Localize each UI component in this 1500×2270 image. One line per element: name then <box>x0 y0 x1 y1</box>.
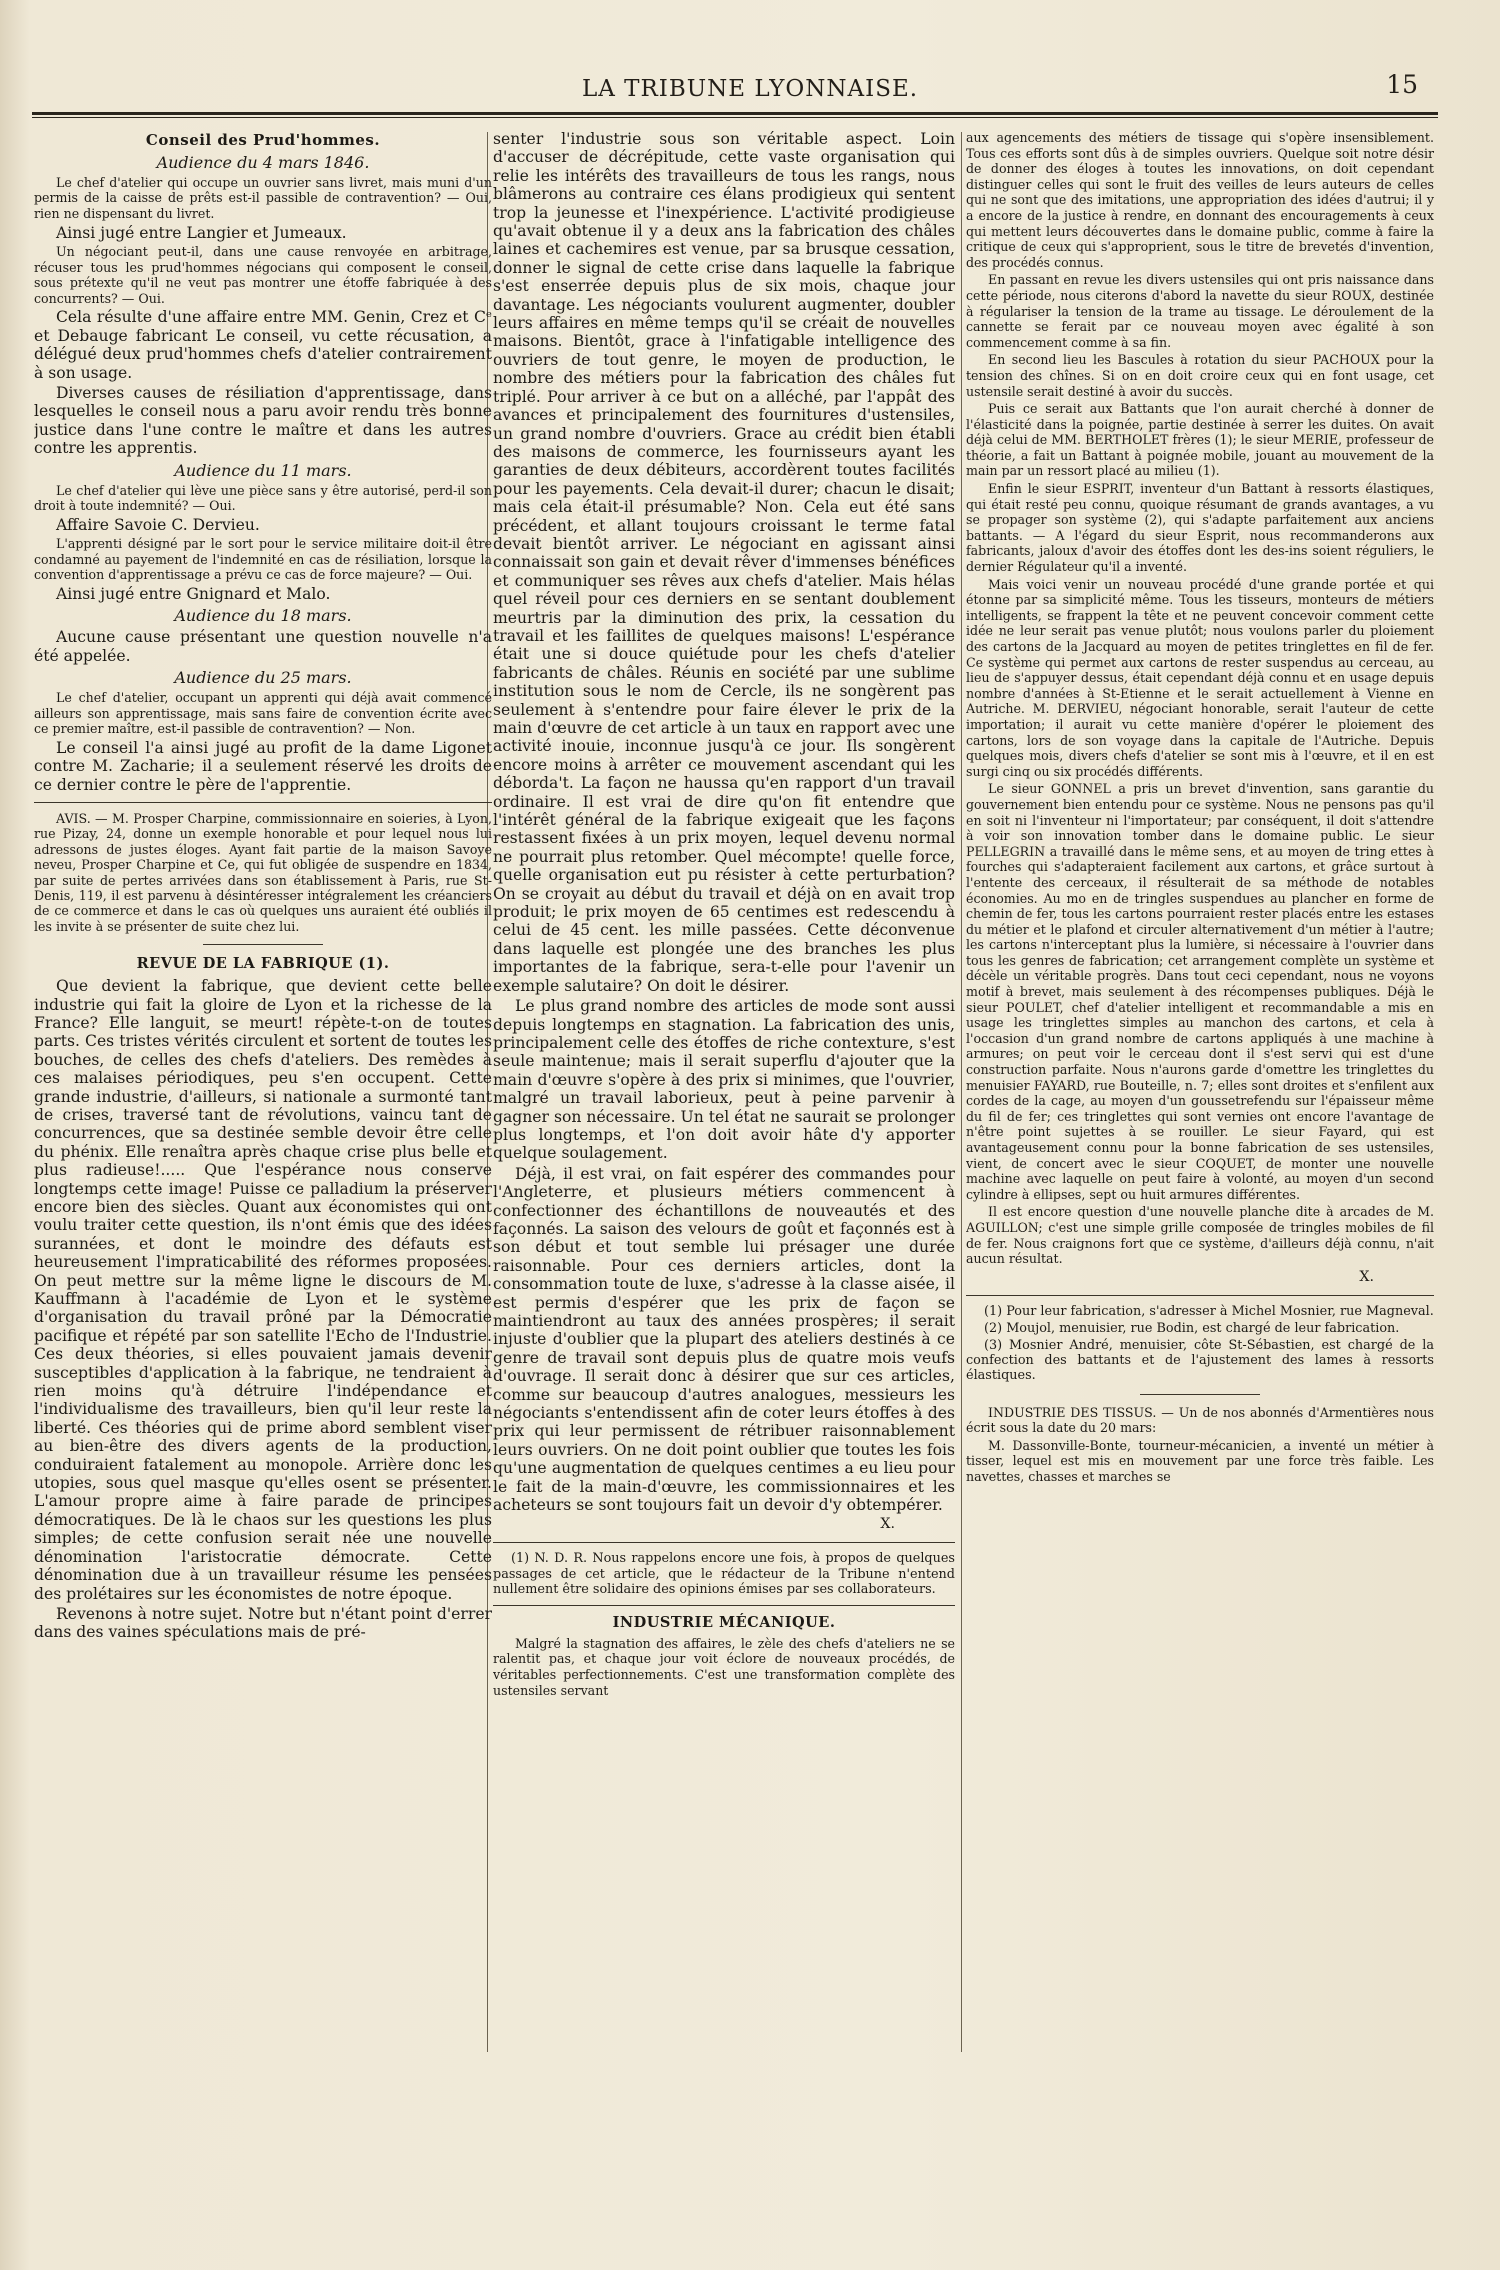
paragraph: En second lieu les Bascules à rotation du sieur PACHOUX pour la tension des chînes. Si on en doit croire ceux qui en font usage, cet ustensile serait destiné à avoir du succès. <box>966 352 1434 399</box>
audience-heading: Audience du 18 mars. <box>174 606 352 626</box>
paragraph: Le plus grand nombre des articles de mode sont aussi depuis longtemps en stagnation. La fabrication des unis, principalement celle des étoffes de riche contexture, s'est seule maintenue; mais il serait superflu d'ajouter que la main d'œuvre s'opère à des prix si minimes, que l'ouvrier, malgré un travail laborieux, peut à peine parvenir à gagner son nécessaire. Un tel état ne saurait se prolonger plus longtemps, et l'on doit avoir hâte d'y apporter quelque soulagement. <box>493 997 955 1163</box>
paragraph: Aucune cause présentant une question nouvelle n'a été appelée. <box>34 628 492 665</box>
paragraph: Il est encore question d'une nouvelle planche dite à arcades de M. AGUILLON; c'est une simple grille composée de tringles mobiles de fil de fer. Nous craignons fort que ce système, d'ailleurs déjà connu, n'ait aucun résultat. <box>966 1204 1434 1267</box>
section-title-revue: REVUE DE LA FABRIQUE (1). <box>136 955 390 973</box>
column-divider <box>961 132 962 2052</box>
paragraph: Revenons à notre sujet. Notre but n'étant point d'errer dans des vaines spéculations mais de pré- <box>34 1604 492 1642</box>
section-title-industrie: INDUSTRIE MÉCANIQUE. <box>612 1613 836 1631</box>
avis-notice: AVIS. — M. Prosper Charpine, commissionnaire en soieries, à Lyon, rue Pizay, 24, donne un exemple honorable et pour lequel nous lui adressons de justes éloges. Ayant fait partie de la maison Savoye neveu, Prosper Charpine et Ce, qui fut obligée de suspendre en 1834, par suite de pertes arrivées dans son établissement à Paris, rue St-Denis, 119, il est parvenu à désintéresser intégralement les créanciers de ce commerce et dans le cas où quelques uns auraient été oubliés il les invite à se présenter de suite chez lui. <box>34 810 492 934</box>
paragraph: Le chef d'atelier qui occupe un ouvrier sans livret, mais muni d'un permis de la caisse de prêts est-il passible de contravention? — Oui, rien ne dispensant du livret. <box>34 174 492 221</box>
paragraph: Mais voici venir un nouveau procédé d'une grande portée et qui étonne par sa simplicité même. Tous les tisseurs, monteurs de métiers intelligents, se frappent la tête et ne peuvent concevoir comment cette idée ne leur serait pas venue plutôt; nous voulons parler du ploiement des cartons de la Jacquard au moyen de petites tringlettes en fil de fer. Ce système qui permet aux cartons de rester suspendus au cerceau, au lieu de s'appuyer dessus, était cependant déjà connu et en usage depuis nombre d'années à St-Etienne et le serait actuellement à Vienne en Autriche. M. DERVIEU, négociant honorable, serait l'auteur de cette importation; il aurait vu cette manière d'opérer le ploiement des cartons, lors de son voyage dans la capitale de l'Autriche. Depuis quelques mois, divers chefs d'atelier se sont mis à l'œuvre, et il en est surgi cinq ou six procédés différents. <box>966 576 1434 779</box>
footnote: (3) Mosnier André, menuisier, côte St-Sébastien, est chargé de la confection des battants et de l'ajustement des lames à ressorts élastiques. <box>966 1338 1434 1384</box>
paragraph: M. Dassonville-Bonte, tourneur-mécanicien, a inventé un métier à tisser, lequel est mis en mouvement par une force très faible. Les navettes, chasses et marches se <box>966 1437 1434 1485</box>
section-title-conseil: Conseil des Prud'hommes. <box>145 131 381 149</box>
audience-heading: Audience du 4 mars 1846. <box>156 152 370 172</box>
page-number: 15 <box>1386 70 1418 99</box>
page-header <box>0 62 1500 122</box>
signature: X. <box>1359 1268 1374 1285</box>
separator <box>493 1605 955 1606</box>
paragraph: Diverses causes de résiliation d'apprentissage, dans lesquelles le conseil nous a paru avoir rendu très bonne justice dans l'une contre le maître et dans les autres contre les apprentis. <box>34 384 492 458</box>
separator <box>203 944 323 945</box>
paragraph: Le chef d'atelier, occupant un apprenti qui déjà avait commencé ailleurs son apprentissage, mais sans faire de convention écrite avec ce premier maître, est-il passible de contravention? — Non. <box>34 689 492 737</box>
paragraph: Malgré la stagnation des affaires, le zèle des chefs d'ateliers ne se ralentit pas, et chaque jour voit éclore de nouveaux procédés, de véritables perfectionnements. C'est une transformation complète des ustensiles servant <box>493 1635 955 1698</box>
paragraph: senter l'industrie sous son véritable aspect. Loin d'accuser de décrépitude, cette vaste organisation qui relie les intérêts des travailleurs de tous les rangs, nous blâmerons au contraire ces élans prodigieux qui sentent trop la jeunesse et l'inexpérience. L'activité prodigieuse qu'avait obtenue il y a deux ans la fabrication des châles laines et cachemires est venue, par sa brusque cessation, donner le signal de cette crise dans laquelle la fabrique s'est enserrée depuis plus de six mois, chaque jour davantage. Les négociants voulurent augmenter, doubler leurs affaires en même temps qu'il se créait de nouvelles maisons. Bientôt, grace à l'infatigable intelligence des ouvriers de tout genre, le moyen de production, le nombre des métiers pour la fabrication des châles fut triplé. Pour arriver à ce but on a alléché, par l'appât des avances et principalement des fournitures d'ustensiles, un grand nombre d'ouvriers. Grace au crédit bien établi des maisons de commerce, les fournisseurs ayant les garanties de deux débiteurs, accordèrent toutes facilités pour les payements. Cela devait-il durer; chacun le disait; mais cela était-il présumable? Non. Cela eut été sans précédent, et allant toujours croissant le terme fatal devait bientôt arriver. Le négociant en agissant ainsi connaissait son gain et devait rêver d'immenses bénéfices et communiquer ses rêves aux chefs d'atelier. Mais hélas quel réveil pour ces derniers en se sentant doublement meurtris par la diminution des prix, la cessation du travail et les faillites de quelques maisons! L'espérance était une si douce quiétude pour les chefs d'atelier fabricants de châles. Réunis en société par une sublime institution sous le nom de Cercle, ils ne songèrent pas seulement à s'entendre pour faire élever le prix de la main d'œuvre de cet article à un taux en rapport avec une activité inouie, inconnue jusqu'à ce jour. Ils songèrent encore moins à arrêter ce mouvement ascendant qui les déborda't. La façon ne haussa qu'en rapport d'un travail ordinaire. Il est vrai de dire qu'on fit entendre que l'intérêt général de la fabrique exigeait que les façons restassent fixées à un prix moyen, lequel devenu normal ne pourrait plus retomber. Quel mécompte! quelle force, quelle organisation eut pu résister à cette perturbation? On se croyait au début du travail et déjà on en avait trop produit; le prix moyen de 65 centimes est redescendu à celui de 45 cent. les mille passées. Cette déconvenue dans laquelle est plongée une des branches les plus importantes de la fabrique, sera-t-elle pour l'avenir un exemple salutaire? On doit le désirer. <box>493 130 955 995</box>
paragraph: aux agencements des métiers de tissage qui s'opère insensiblement. Tous ces efforts sont dûs à de simples ouvriers. Quelque soit notre désir de donner des éloges à toutes les innovations, on doit cependant distinguer celles qui sont le fruit des veilles de leurs auteurs de celles qui ne sont que des imitations, une appropriation des idées d'autrui; il y a encore de la justice à rendre, en donnant des encouragements à ceux qui mettent leurs découvertes dans le domaine public, comme à faire la critique de ceux qui s'approprient, sous le titre de brevetés d'invention, des procédés connus. <box>966 130 1434 270</box>
paragraph: Puis ce serait aux Battants que l'on aurait cherché à donner de l'élasticité dans la poignée, partie destinée à serrer les duites. On avait déjà celui de MM. BERTHOLET frères (1); le sieur MERIE, professeur de théorie, a fait un Battant à poignée mobile, jouant au mouvement de la main par un ressort placé au milieu (1). <box>966 401 1434 479</box>
footnote: (1) N. D. R. Nous rappelons encore une fois, à propos de quelques passages de cet article, que le rédacteur de la Tribune n'entend nullement être solidaire des opinions émises par ses collaborateurs. <box>493 1551 955 1597</box>
paragraph: Affaire Savoie C. Dervieu. <box>56 515 260 534</box>
separator <box>34 802 492 803</box>
paragraph: Déjà, il est vrai, on fait espérer des commandes pour l'Angleterre, et plusieurs métiers commencent à confectionner des échantillons de nouveautés et des façonnés. La saison des velours de goût et façonnés est à son début et tout semble lui présager une durée raisonnable. Pour ces derniers articles, dont la consommation toute de luxe, s'adresse à la classe aisée, il est permis d'espérer que les prix de façon se maintiendront au taux des années prospères; il serait injuste d'oublier que la plupart des ateliers destinés à ce genre de travail sont depuis plus de quatre mois veufs d'ouvrage. Il serait donc à désirer que sur ces articles, comme sur beaucoup d'autres analogues, messieurs les négociants s'entendissent afin de coter leurs étoffes à des prix qui leur permissent de rétribuer raisonnablement leurs ouvriers. On ne doit point oublier que toutes les fois qu'une augmentation de quelques centimes a eu lieu pour le fait de la main-d'œuvre, les commissionnaires et les acheteurs se sont toujours fait un devoir d'y obtempérer. <box>493 1164 955 1515</box>
paragraph: En passant en revue les divers ustensiles qui ont pris naissance dans cette période, nous citerons d'abord la navette du sieur ROUX, destinée à régulariser la tension de la trame au tissage. Le déroulement de la cannette se ferait par ce nouveau moyen avec égalité à son commencement comme à sa fin. <box>966 272 1434 350</box>
paragraph: Enfin le sieur ESPRIT, inventeur d'un Battant à ressorts élastiques, qui était resté peu connu, quoique résumant de grands avantages, a vu se propager son système (2), qui s'adapte parfaitement aux anciens battants. — A l'égard du sieur Esprit, nous recommanderons aux fabricants, jaloux d'avoir des étoffes dont les des-ins soient réguliers, le dernier Régulateur qu'il a inventé. <box>966 481 1434 575</box>
column-1 <box>34 130 492 2170</box>
separator <box>1140 1394 1260 1395</box>
audience-heading: Audience du 25 mars. <box>174 668 352 688</box>
paragraph: Le chef d'atelier qui lève une pièce sans y être autorisé, perd-il son droit à toute indemnité? — Oui. <box>34 482 492 514</box>
paragraph: Ainsi jugé entre Gnignard et Malo. <box>56 584 331 603</box>
paragraph: Un négociant peut-il, dans une cause renvoyée en arbitrage, récuser tous les prud'hommes négocians qui composent le conseil, sous prétexte qu'il ne veut pas montrer une étoffe fabriquée à des concurrents? — Oui. <box>34 244 492 306</box>
paragraph: Le sieur GONNEL a pris un brevet d'invention, sans garantie du gouvernement bien entendu pour ce système. Nous ne pensons pas qu'il en soit ni l'inventeur ni l'importateur; par conséquent, il doit s'attendre à voir son innovation tomber dans le domaine public. Le sieur PELLEGRIN a travaillé dans le même sens, et au moyen de tring ettes à fourches qui s'adapteraient facilement aux cartons, et grâce surtout à l'entente des cerceaux, il résulterait de sa méthode de notables économies. Au mo en de tringles suspendues au plancher en forme de chemin de fer, tous les cartons pourraient rester placés entre les estases du métier et le plafond et circuler alternativement d'un métier à l'autre; les cartons n'interceptant plus la lumière, si nécessaire à l'ouvrier dans tous les genres de fabrication; cet arrangement complète un système et décèle un véritable progrès. Dans tout ceci cependant, nous ne voyons motif à brevet, mais seulement à des récompenses publiques. Déjà le sieur POULET, chef d'atelier intelligent et recommandable a mis en usage les tringlettes simples au manchon des cartons, et cela à l'occasion d'un grand nombre de cartons appliqués à une machine à armures; on peut voir le cerceau dont il s'est servi qui est d'une construction parfaite. Nous n'aurons garde d'omettre les tringlettes du menuisier FAYARD, rue Bouteille, n. 7; elles sont droites et s'enfilent aux cordes de la cage, au moyen d'un goussetrefendu sur l'épaisseur même du fil de fer; ces tringlettes qui sont vernies ont encore l'avantage de n'être point sujettes à se rouiller. Le sieur Fayard, qui est avantageusement connu pour la bonne fabrication de ses ustensiles, vient, de concert avec le sieur COQUET, de monter une nouvelle machine avec laquelle on peut faire à volonté, au moyen d'un second cylindre à ellipses, sept ou huit armures différentes. <box>966 781 1434 1202</box>
footnote: (1) Pour leur fabrication, s'adresser à Michel Mosnier, rue Magneval. <box>984 1303 1434 1319</box>
paragraph: L'apprenti désigné par le sort pour le service militaire doit-il être condamné au payement de l'indemnité en cas de résiliation, lorsque la convention d'apprentissage a prévu ce cas de force majeure? — Oui. <box>34 536 492 583</box>
paragraph: Que devient la fabrique, que devient cette belle industrie qui fait la gloire de Lyon et la richesse de la France? Elle languit, se meurt! répète-t-on de toutes parts. Ces tristes vérités circulent et sortent de toutes les bouches, de celles des chefs d'ateliers. Des remèdes à ces malaises périodiques, peu s'en occupent. Cette grande industrie, d'ailleurs, si nationale a surmonté tant de crises, traversé tant de révolutions, vaincu tant de concurrences, que sa destinée semble devoir être celle du phénix. Elle renaîtra après chaque crise plus belle et plus radieuse!..... Que l'espérance nous conserve longtemps cette image! Puisse ce palladium la préserver encore bien des siècles. Quant aux économistes qui ont voulu traiter cette question, ils n'ont émis que des idées surannées, et dont le moindre des défauts est heureusement l'impraticabilité des réformes proposées. On peut mettre sur la même ligne le discours de M. Kauffmann à l'académie de Lyon et le système d'organisation du travail prôné par la Démocratie pacifique et répété par son satellite l'Echo de l'Industrie. Ces deux théories, si elles pouvaient jamais devenir susceptibles d'application à la fabrique, ne tendraient à rien moins qu'à détruire l'indépendance et l'individualisme des travailleurs, bien qu'il leur reste la liberté. Ces théories qui de prime abord semblent viser au bien-être des divers agents de la production, conduiraient fatalement au monopole. Arrière donc les utopies, sous quel masque qu'elles osent se présenter. L'amour propre aime à faire parade de principes démocratiques. De là le chaos sur les questions les plus simples; de cette confusion serait née une nouvelle dénomination l'aristocratie démocrate. Cette dénomination due à un travailleur résume les pensées des prolétaires sur les économistes de notre époque. <box>34 977 492 1603</box>
separator <box>493 1542 955 1543</box>
newspaper-title: LA TRIBUNE LYONNAISE. <box>581 76 919 102</box>
signature: X. <box>880 1516 895 1533</box>
column-3 <box>966 130 1434 2170</box>
paragraph: Ainsi jugé entre Langier et Jumeaux. <box>56 223 347 242</box>
paragraph: Le conseil l'a ainsi jugé au profit de la dame Ligonet contre M. Zacharie; il a seulement réservé les droits de ce dernier contre le père de l'apprentie. <box>34 738 492 794</box>
footnote: (2) Moujol, menuisier, rue Bodin, est chargé de leur fabrication. <box>984 1320 1400 1336</box>
separator <box>966 1295 1434 1296</box>
paragraph: INDUSTRIE DES TISSUS. — Un de nos abonnés d'Armentières nous écrit sous la date du 20 mars: <box>966 1404 1434 1436</box>
header-rule <box>32 112 1438 118</box>
audience-heading: Audience du 11 mars. <box>174 460 352 480</box>
column-2 <box>493 130 955 2170</box>
paragraph: Cela résulte d'une affaire entre MM. Genin, Crez et Cᵉ et Debauge fabricant Le conseil, vu cette récusation, a délégué deux prud'hommes chefs d'atelier contrairement à son usage. <box>34 308 492 382</box>
